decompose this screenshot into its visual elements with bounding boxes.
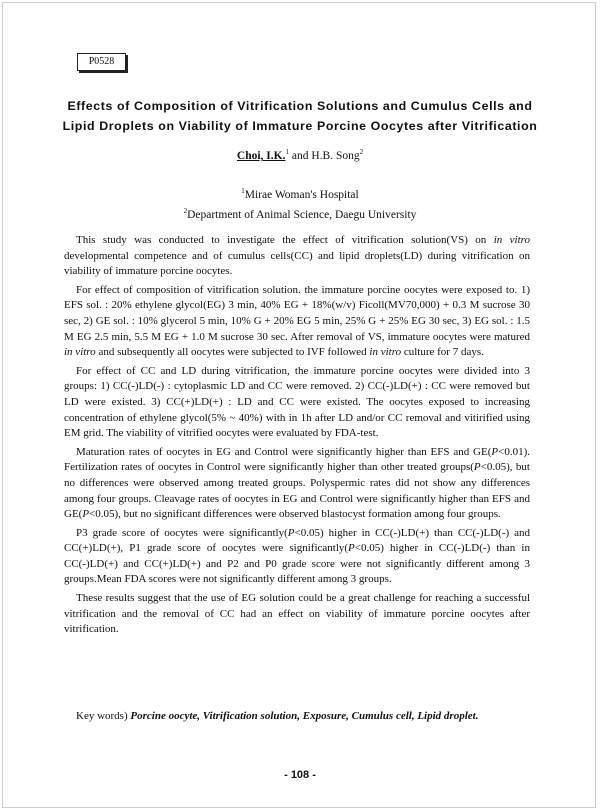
page-number: - 108 - [284,769,316,781]
paragraph-conclusion: These results suggest that the use of EG solution could be a great challenge for reaching a successful vitrification and the removal of CC had an effect on viability of immature porcine oocytes after vitrification. [64,592,530,636]
author-line [0,148,600,162]
author-conjunction: and [288,149,312,162]
keywords-label: Key words) [76,710,131,722]
affiliation-2-mark: 2 [183,206,188,215]
second-author: H.B. Song [311,149,360,162]
title-line-2: Lipid Droplets on Viability of Immature Porcine Oocytes after Vitrification [62,119,538,133]
paragraph-results-maturation: Maturation rates of oocytes in EG and Control were significantly higher than EFS and GE(P<0.01). Fertilization rates of oocytes in Control were significantly higher than other treated groups(P<0.05), but no differences were observed among treated groups. Polyspermic rates did not show any differences among four groups. Cleavage rates of oocytes in EG and Control were significantly higher than EFS and GE(P<0.05), but no significant differences were observed blastocyst formation among four groups. [64,445,530,521]
paragraph-intro: This study was conducted to investigate the effect of vitrification solution(VS) on in vitro developmental competence and of cumulus cells(CC) and lipid droplets(LD) during vitrification on viability of immature porcine oocytes. [64,234,530,278]
keywords-line [64,709,530,724]
affiliation-2-text: Department of Animal Science, Daegu University [187,208,417,221]
paper-title [40,96,560,136]
paragraph-methods-vs: For effect of composition of vitrification solution. the immature porcine oocytes were exposed to. 1) EFS sol. : 20% ethylene glycol(EG) 3 min, 40% EG + 18%(w/v) Ficoll(MV70,000) + 0.3 M sucrose 30 sec, 2) GE sol. : 10% glycerol 5 min, 10% G + 20% EG 5 min, 25% G + 25% EG 30 sec, 3) EG sol. : 1.5 M EG 2.5 min, 5.5 M EG + 1.0 M sucrose 30 sec. After removal of VS, immature oocytes were matured in vitro and subsequently all oocytes were subjected to IVF followed in vitro culture for 7 days. [64,283,530,359]
abstract-body [64,233,530,641]
second-author-affil-mark: 2 [359,148,364,156]
affiliation-1 [0,183,600,203]
lead-author-affil-mark: 1 [285,148,289,156]
affiliation-1-text: Mirae Woman's Hospital [244,188,359,201]
affiliation-2 [0,203,600,223]
keywords-list: Porcine oocyte, Vitrification solution, Exposure, Cumulus cell, Lipid droplet. [130,710,479,722]
affiliations [0,183,600,223]
title-line-1: Effects of Composition of Vitrification Solutions and Cumulus Cells and [67,99,533,113]
affiliation-1-mark: 1 [241,187,245,195]
paragraph-methods-cc-ld: For effect of CC and LD during vitrification, the immature porcine oocytes were divided into 3 groups: 1) CC(-)LD(-) : cytoplasmic LD and CC were removed. 2) CC(-)LD(+) : CC were removed but LD were existed. 3) CC(+)LD(+) : LD and CC were existed. The oocytes exposed to increasing concentration of ethylene glycol(5% ~ 40%) with in 1h after LD and/or CC removal and vitirified using EM grid. The viability of vitrified oocytes were evaluated by FDA-test. [64,364,530,440]
abstract-code-box: P0528 [77,53,126,71]
paragraph-results-grade: P3 grade score of oocytes were significantly(P<0.05) higher in CC(-)LD(+) than CC(-)LD(-) and CC(+)LD(+), P1 grade score of oocytes were significantly(P<0.05) higher in CC(-)LD(-) than in CC(-)LD(+) and CC(+)LD(+) and P2 and P0 grade score were not significantly different among 3 groups.Mean FDA scores were not significantly different among 3 groups. [64,526,530,586]
lead-author: Choi, I.K. [236,149,286,162]
